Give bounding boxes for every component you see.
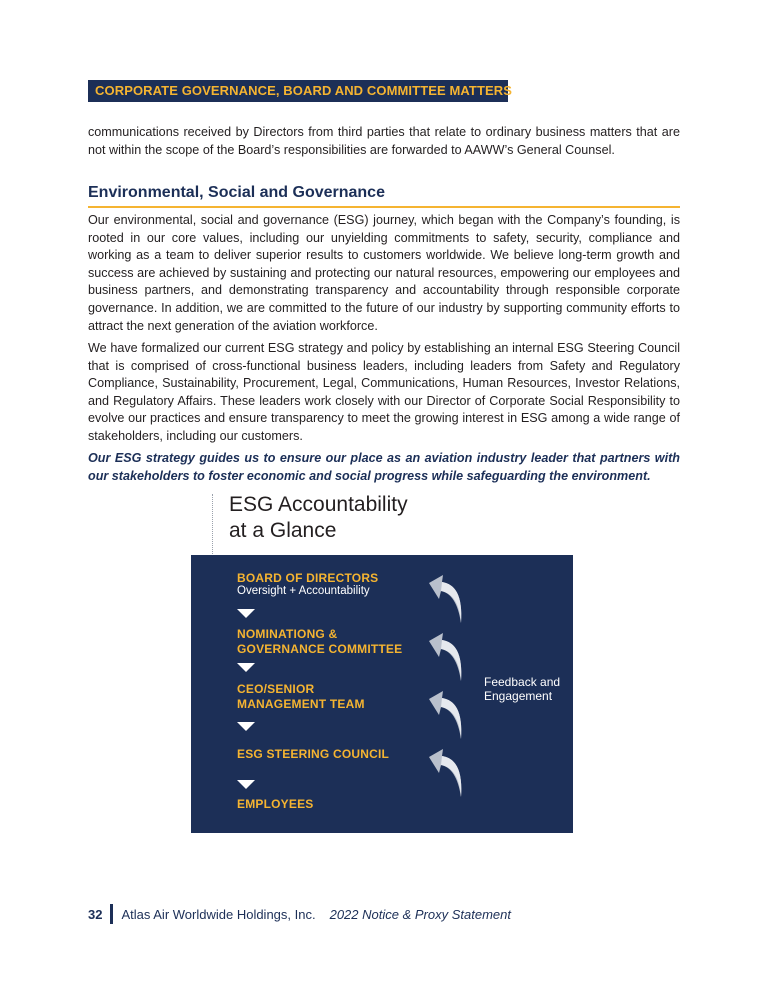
down-triangle-icon bbox=[237, 663, 255, 672]
page-footer bbox=[88, 904, 511, 924]
page-number: 32 bbox=[88, 906, 103, 922]
accountability-panel bbox=[191, 555, 573, 833]
esg-paragraph-1: Our environmental, social and governance (ESG) journey, which began with the Company’s founding, is rooted in our core values, including our unyielding commitments to safety, security, compliance and working as a team to deliver superior results to customers worldwide. We believe long-term growth and success are achieved by sustaining and protecting our natural resources, empowering our employees and business partners, and demonstrating transparency and accountability through responsible corporate governance. In addition, we are committed to the future of our industry by supporting community efforts to attract the next generation of the aviation workforce. bbox=[88, 213, 680, 333]
curved-up-arrow-icon bbox=[425, 573, 467, 625]
accountability-title-line2: at a Glance bbox=[229, 519, 337, 542]
level-line: NOMINATIONG & bbox=[237, 627, 338, 641]
footer-divider bbox=[110, 904, 113, 924]
footer-document-title: 2022 Notice & Proxy Statement bbox=[329, 906, 511, 922]
section-tag: CORPORATE GOVERNANCE, BOARD AND COMMITTEE MATTERS bbox=[88, 80, 508, 102]
feedback-line: Engagement bbox=[484, 689, 553, 703]
accountability-title-line1: ESG Accountability bbox=[229, 493, 408, 516]
level-line: CEO/SENIOR bbox=[237, 682, 315, 696]
level-employees: EMPLOYEES bbox=[237, 797, 314, 811]
level-nominating-governance-committee bbox=[237, 627, 402, 657]
down-triangle-icon bbox=[237, 609, 255, 618]
intro-paragraph: communications received by Directors from third parties that relate to ordinary business matters that are not within the scope of the Board’s responsibilities are forwarded to AAWW’s General Counsel. bbox=[88, 125, 680, 157]
esg-heading: Environmental, Social and Governance bbox=[88, 184, 680, 208]
level-line: MANAGEMENT TEAM bbox=[237, 697, 365, 711]
down-triangle-icon bbox=[237, 722, 255, 731]
down-triangle-icon bbox=[237, 780, 255, 789]
level-board-of-directors: BOARD OF DIRECTORS bbox=[237, 571, 379, 585]
curved-up-arrow-icon bbox=[425, 631, 467, 683]
curved-up-arrow-icon bbox=[425, 747, 467, 799]
level-board-subtitle: Oversight + Accountability bbox=[237, 585, 370, 597]
level-ceo-senior-management bbox=[237, 682, 365, 712]
level-line: GOVERNANCE COMMITTEE bbox=[237, 642, 403, 656]
level-esg-steering-council: ESG STEERING COUNCIL bbox=[237, 747, 390, 761]
strategy-statement: Our ESG strategy guides us to ensure our place as an aviation industry leader that partners with our stakeholders to foster economic and social progress while safeguarding the environment. bbox=[88, 451, 680, 483]
footer-company: Atlas Air Worldwide Holdings, Inc. bbox=[121, 906, 316, 922]
curved-up-arrow-icon bbox=[425, 689, 467, 741]
feedback-line: Feedback and bbox=[484, 675, 561, 689]
esg-paragraph-2: We have formalized our current ESG strategy and policy by establishing an internal ESG Steering Council that is comprised of cross-functional business leaders, including leaders from Safety and Regulatory Compliance, Sustainability, Procurement, Legal, Communications, Human Resources, Investor Relations, and Regulatory Affairs. These leaders work closely with our Director of Corporate Social Responsibility to evolve our practices and ensure transparency to meet the growing interest in ESG among a wide range of stakeholders, including our customers. bbox=[88, 341, 680, 443]
accountability-title bbox=[229, 492, 489, 544]
feedback-engagement-label bbox=[484, 675, 574, 703]
